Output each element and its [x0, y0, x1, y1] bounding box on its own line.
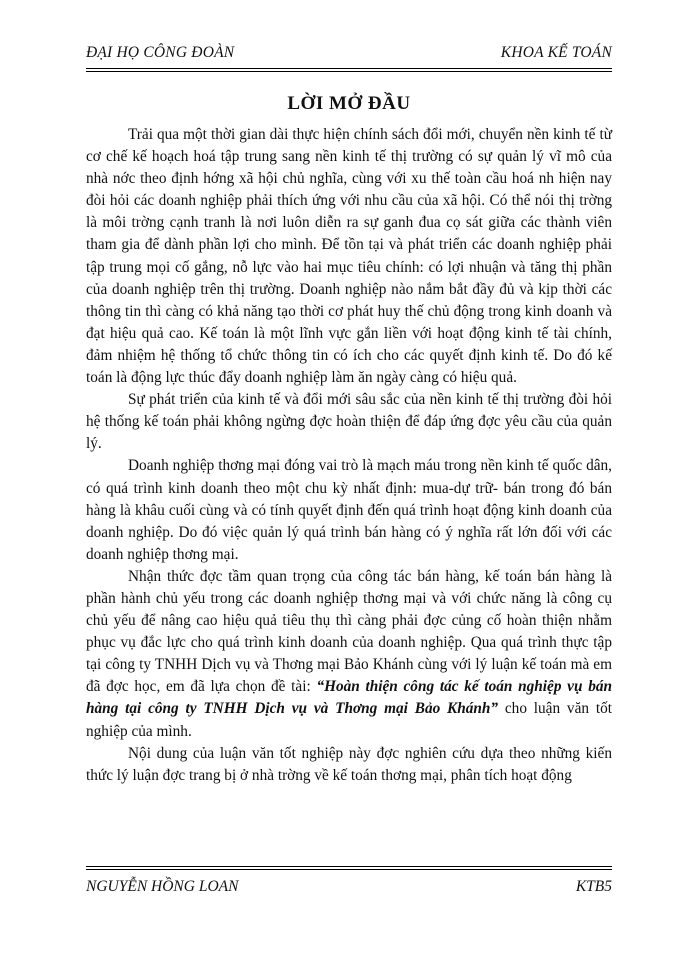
- document-title: LỜI MỞ ĐẦU: [287, 93, 411, 114]
- footer-author: NGUYỄN HỒNG LOAN: [86, 878, 239, 895]
- paragraph: Nội dung của luận văn tốt nghiệp này đợc nghiên cứu dựa theo những kiến thức lý luận đợc trang bị ở nhà trờng về kế toán thơng mại, phân tích hoạt động: [86, 744, 612, 784]
- paragraph: Doanh nghiệp thơng mại đóng vai trò là mạch máu trong nền kinh tế quốc dân, có quá trình kinh doanh theo một chu kỳ nhất định: mua-dự trữ- bán trong đó bán hàng là khâu cuối cùng và có tính quyết định đến quá trình hoạt động kinh doanh của doanh nghiệp. Do đó việc quản lý quá trình bán hàng có ý nghĩa rất lớn đối với các doanh nghiệp thơng mại.: [86, 457, 612, 563]
- header-divider: [86, 68, 612, 72]
- page-header: [86, 44, 612, 62]
- page-footer: [86, 878, 612, 896]
- document-body: [86, 124, 612, 787]
- header-university: ĐẠI HỌ CÔNG ĐOÀN: [86, 44, 235, 61]
- paragraph: Trải qua một thời gian dài thực hiện chính sách đổi mới, chuyển nền kinh tế từ cơ chế kế hoạch hoá tập trung sang nền kinh tế thị trường có sự quản lý vĩ mô của nhà nớc theo định hớng xã hội chủ nghĩa, cùng với xu thế toàn cầu hoá nh hiện nay đòi hỏi các doanh nghiệp phải thích ứng với nhu cầu của xã hội. Có thể nói thị trờng là môi trờng cạnh tranh là nơi luôn diễn ra sự ganh đua cọ sát giữa các thành viên tham gia để dành phần lợi cho mình. Để tồn tại và phát triển các doanh nghiệp phải tập trung mọi cố gắng, nỗ lực vào hai mục tiêu chính: có lợi nhuận và tăng thị phần của doanh nghiệp trên thị trường. Doanh nghiệp nào nắm bắt đầy đủ và kịp thời các thông tin thì càng có khả năng tạo thời cơ phát huy thế chủ động trong kinh doanh và đạt hiệu quả cao. Kế toán là một lĩnh vực gắn liền với hoạt động kinh tế tài chính, đảm nhiệm hệ thống tổ chức thông tin có ích cho các quyết định kinh tế. Do đó kế toán là động lực thúc đẩy doanh nghiệp làm ăn ngày càng có hiệu quả.: [86, 126, 612, 387]
- paragraph-text: Nhận thức đợc tầm quan trọng của công tác bán hàng, kế toán bán hàng là phần hành chủ yếu trong các doanh nghiệp thơng mại và với chức năng là công cụ chủ yếu để nâng cao hiệu quả tiêu thụ thì càng phải đợc củng cố hoàn thiện nhằm phục vụ đắc lực cho quá trình kinh doanh của doanh nghiệp. Qua quá trình thực tập tại công ty TNHH Dịch vụ và Thơng mại Bảo Khánh cùng với lý luận kế toán mà em đã đợc học, em đã lựa chọn đề tài:: [86, 567, 612, 696]
- paragraph-text: cho luận văn tốt nghiệp của mình.: [86, 700, 612, 740]
- header-faculty: KHOA KẾ TOÁN: [500, 44, 612, 61]
- footer-divider: [86, 866, 612, 870]
- paragraph: Sự phát triển của kinh tế và đổi mới sâu sắc của nền kinh tế thị trường đòi hỏi hệ thống kế toán phải không ngừng đợc hoàn thiện để đáp ứng đợc yêu cầu của quản lý.: [86, 391, 612, 453]
- thesis-title: “Hoàn thiện công tác kế toán nghiệp vụ bán hàng tại công ty TNHH Dịch vụ và Thơng mại Bảo Khánh”: [86, 678, 612, 718]
- paragraph: [86, 566, 612, 743]
- footer-class: KTB5: [575, 878, 612, 895]
